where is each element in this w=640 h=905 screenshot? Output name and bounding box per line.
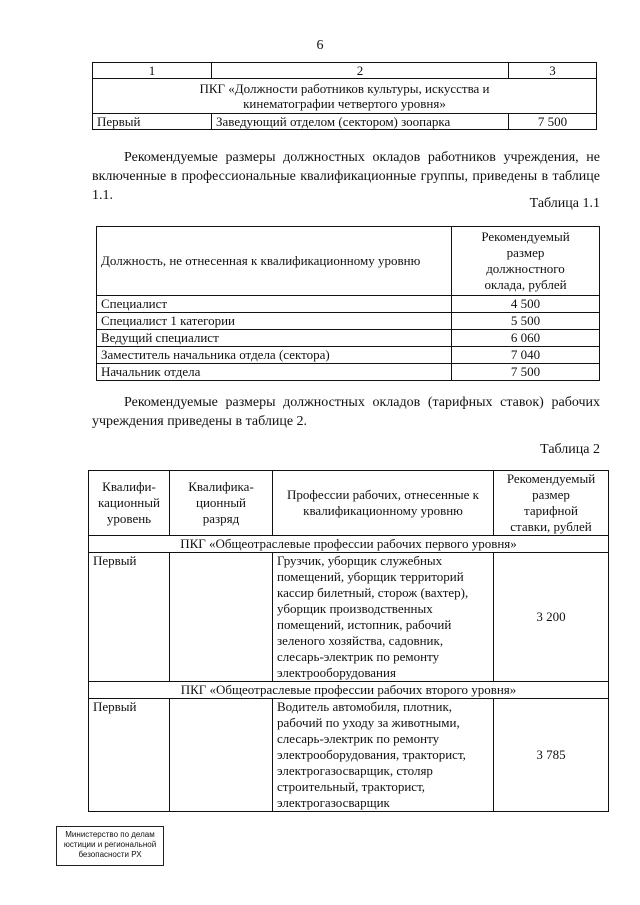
group-title-row: [89, 536, 609, 553]
column-header: Квалифика- ционный разряд: [170, 471, 273, 536]
group-title: ПКГ «Должности работников культуры, искусства и кинематографии четвертого уровня»: [93, 79, 597, 114]
grade-cell: [170, 553, 273, 682]
group-title: ПКГ «Общеотраслевые профессии рабочих первого уровня»: [89, 536, 609, 553]
salary-table-culture: [92, 62, 597, 130]
table-row: [97, 296, 600, 313]
column-header: Должность, не отнесенная к квалификационному уровню: [97, 227, 452, 296]
group-title-row: [89, 682, 609, 699]
table-row: [89, 699, 609, 812]
salary-cell: 4 500: [452, 296, 600, 313]
column-header: Квалифи- кационный уровень: [89, 471, 170, 536]
position-cell: Начальник отдела: [97, 364, 452, 381]
salary-cell: 7 500: [509, 114, 597, 130]
table-caption: Таблица 2: [540, 442, 600, 457]
position-cell: Специалист 1 категории: [97, 313, 452, 330]
ministry-stamp: Министерство по делам юстиции и региональной безопасности РХ: [56, 826, 164, 866]
group-title-row: [93, 79, 597, 114]
column-header: Рекомендуемый размер должностного оклада, рублей: [452, 227, 600, 296]
rate-cell: 3 200: [494, 553, 609, 682]
grade-cell: [170, 699, 273, 812]
table-header-row: [93, 63, 597, 79]
table-header-row: [89, 471, 609, 536]
workers-rates-table: [88, 470, 609, 812]
professions-cell: Водитель автомобиля, плотник, рабочий по уходу за животными, слесарь-электрик по ремонту электрооборудования, тракторист, электрогазосварщик, столяр строительный, тракторист, электрогазосварщик: [273, 699, 494, 812]
table-row: [93, 114, 597, 130]
column-header: Профессии рабочих, отнесенные к квалификационному уровню: [273, 471, 494, 536]
column-header: Рекомендуемый размер тарифной ставки, рублей: [494, 471, 609, 536]
table-row: [97, 313, 600, 330]
column-header: 1: [93, 63, 212, 79]
paragraph: Рекомендуемые размеры должностных окладов работников учреждения, не включенные в профессиональные квалификационные группы, приведены в таблице 1.1.: [92, 150, 600, 203]
salary-cell: 7 040: [452, 347, 600, 364]
page-number: 6: [316, 38, 324, 53]
paragraph: Рекомендуемые размеры должностных окладов (тарифных ставок) рабочих учреждения приведены в таблице 2.: [92, 395, 600, 429]
position-cell: Ведущий специалист: [97, 330, 452, 347]
rate-cell: 3 785: [494, 699, 609, 812]
table-caption: Таблица 1.1: [529, 196, 600, 211]
level-cell: Первый: [93, 114, 212, 130]
salary-table-unclassified: [96, 226, 600, 381]
table-row: [97, 330, 600, 347]
professions-cell: Грузчик, уборщик служебных помещений, уборщик территорий кассир билетный, сторож (вахтер), уборщик производственных помещений, истопник, рабочий зеленого хозяйства, садовник, слесарь-электрик по ремонту электрооборудования: [273, 553, 494, 682]
salary-cell: 6 060: [452, 330, 600, 347]
salary-cell: 5 500: [452, 313, 600, 330]
position-cell: Специалист: [97, 296, 452, 313]
table-row: [97, 347, 600, 364]
group-title: ПКГ «Общеотраслевые профессии рабочих второго уровня»: [89, 682, 609, 699]
level-cell: Первый: [89, 699, 170, 812]
level-cell: Первый: [89, 553, 170, 682]
column-header: 3: [509, 63, 597, 79]
table-row: [89, 553, 609, 682]
salary-cell: 7 500: [452, 364, 600, 381]
table-header-row: [97, 227, 600, 296]
table-row: [97, 364, 600, 381]
position-cell: Заместитель начальника отдела (сектора): [97, 347, 452, 364]
position-cell: Заведующий отделом (сектором) зоопарка: [212, 114, 509, 130]
column-header: 2: [212, 63, 509, 79]
